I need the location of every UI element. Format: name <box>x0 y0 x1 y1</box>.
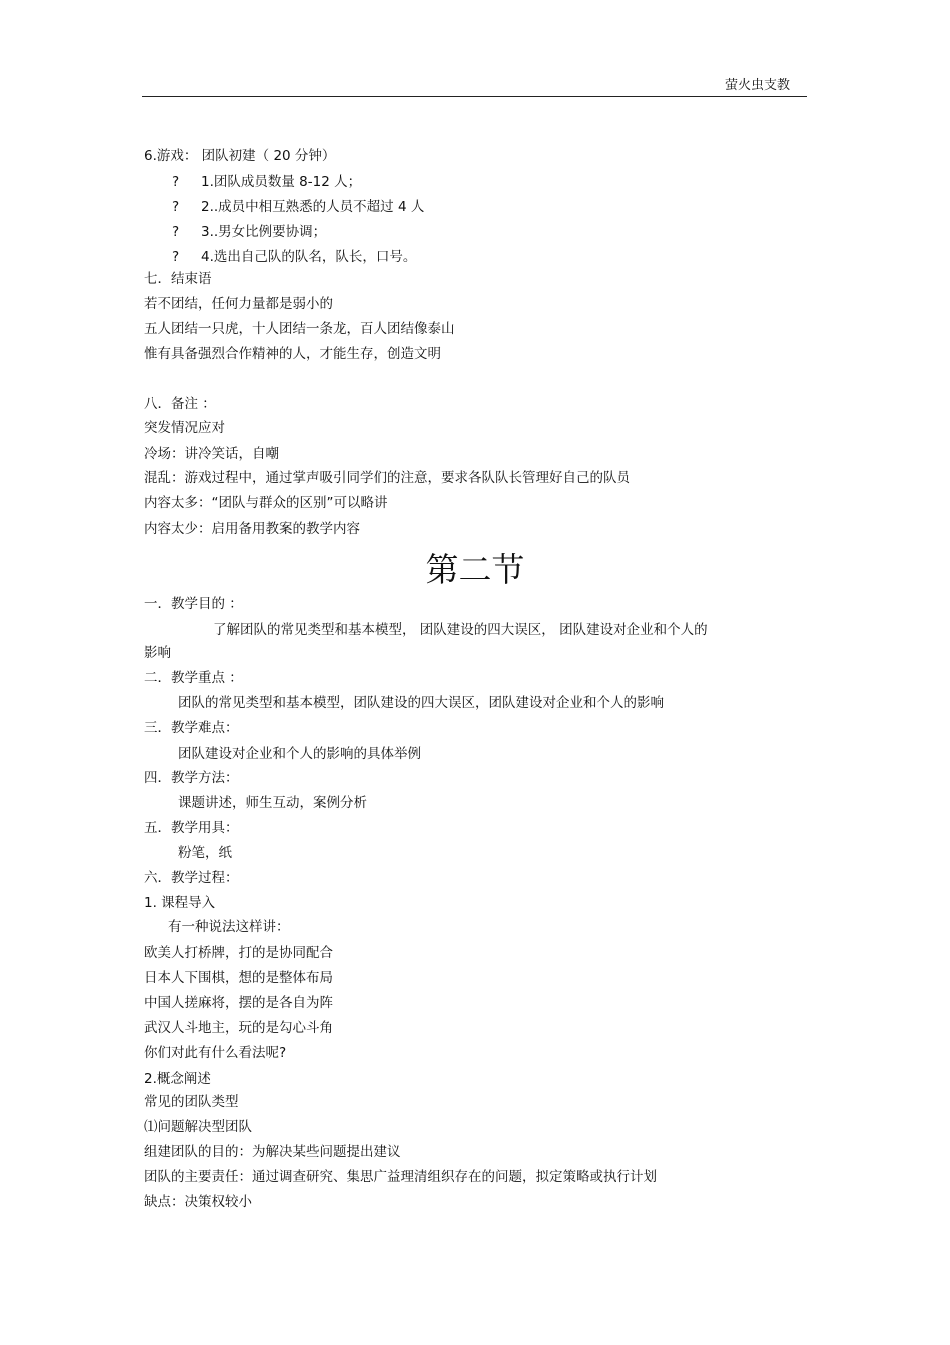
header-text: 萤火虫支教 <box>724 78 790 93</box>
notes-line: 突发情况应对 <box>144 420 225 436</box>
game-item-bullet: ? <box>172 174 180 190</box>
s2-paragraph: 影响 <box>144 645 171 661</box>
game-item: 2..成员中相互熟悉的人员不超过 4 人 <box>201 199 425 215</box>
game-heading: 6.游戏： 团队初建（ 20 分钟） <box>144 148 336 164</box>
s2-subheading: 1. 课程导入 <box>144 895 216 911</box>
notes-line: 冷场：讲冷笑话，自嘲 <box>144 446 279 462</box>
s2-paragraph: 缺点：决策权较小 <box>144 1194 252 1210</box>
s2-paragraph: ⑴问题解决型团队 <box>144 1119 252 1135</box>
s2-subheading: 2.概念阐述 <box>144 1071 211 1087</box>
s2-heading: 一．教学目的 ： <box>144 596 243 612</box>
game-item-bullet: ? <box>172 249 180 265</box>
game-item: 1.团队成员数量 8-12 人； <box>201 174 362 190</box>
saying-line: 武汉人斗地主，玩的是勾心斗角 <box>144 1020 333 1036</box>
s2-heading: 六．教学过程： <box>144 870 239 886</box>
s2-paragraph: 课题讲述，师生互动，案例分析 <box>178 795 367 811</box>
saying-line: 你们对此有什么看法呢? <box>144 1045 287 1061</box>
closing-line: 若不团结，任何力量都是弱小的 <box>144 296 333 312</box>
notes-line: 内容太多：“团队与群众的区别”可以略讲 <box>144 495 388 511</box>
closing-line: 五人团结一只虎，十人团结一条龙，百人团结像泰山 <box>144 321 455 337</box>
s2-paragraph: 团队建设对企业和个人的影响的具体举例 <box>178 746 421 762</box>
s2-paragraph: 组建团队的目的：为解决某些问题提出建议 <box>144 1144 401 1160</box>
game-item-bullet: ? <box>172 199 180 215</box>
s2-heading: 二．教学重点 ： <box>144 670 243 686</box>
s2-paragraph: 团队的主要责任：通过调查研究、集思广益理清组织存在的问题，拟定策略或执行计划 <box>144 1169 657 1185</box>
s2-heading: 三．教学难点： <box>144 720 239 736</box>
saying-line: 日本人下围棋，想的是整体布局 <box>144 970 333 986</box>
saying-line: 中国人搓麻将，摆的是各自为阵 <box>144 995 333 1011</box>
notes-line: 内容太少：启用备用教案的教学内容 <box>144 521 360 537</box>
s2-paragraph: 常见的团队类型 <box>144 1094 239 1110</box>
notes-line: 混乱：游戏过程中，通过掌声吸引同学们的注意，要求各队队长管理好自己的队员 <box>144 470 630 486</box>
section-title: 第二节 <box>425 550 525 589</box>
s2-paragraph: 粉笔，纸 <box>178 845 232 861</box>
header-rule <box>142 96 807 97</box>
closing-heading: 七．结束语 <box>144 271 212 287</box>
s2-heading: 五．教学用具： <box>144 820 239 836</box>
closing-line: 惟有具备强烈合作精神的人，才能生存，创造文明 <box>144 346 441 362</box>
notes-heading: 八．备注 ： <box>144 396 216 412</box>
saying-line: 欧美人打桥牌，打的是协同配合 <box>144 945 333 961</box>
s2-heading: 四．教学方法： <box>144 770 239 786</box>
s2-paragraph: 团队的常见类型和基本模型，团队建设的四大误区，团队建设对企业和个人的影响 <box>178 695 664 711</box>
game-item: 4.选出自己队的队名，队长，口号。 <box>201 249 417 265</box>
s2-paragraph: 有一种说法这样讲： <box>168 919 290 935</box>
s2-paragraph: 了解团队的常见类型和基本模型， 团队建设的四大误区， 团队建设对企业和个人的 <box>213 622 708 638</box>
game-item: 3..男女比例要协调； <box>201 224 327 240</box>
game-item-bullet: ? <box>172 224 180 240</box>
